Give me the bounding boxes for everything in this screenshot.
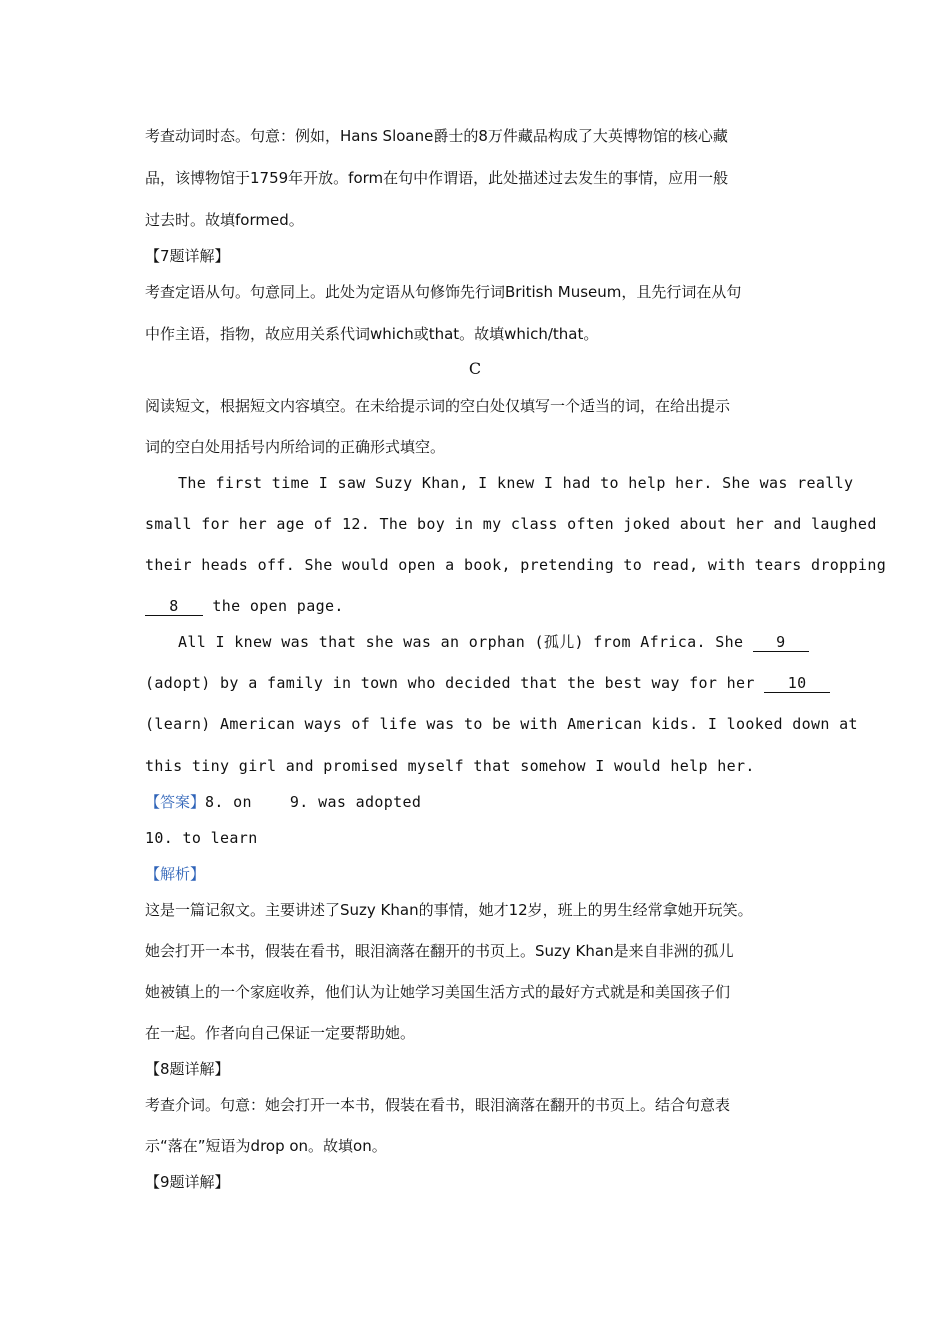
- answer-8: 8. on: [205, 793, 252, 811]
- analysis-line-1: 这是一篇记叙文。主要讲述了Suzy Khan的事情，她才12岁，班上的男生经常拿她开玩笑。: [145, 901, 753, 919]
- instruction-line-2: 词的空白处用括号内所给词的正确形式填空。: [145, 438, 446, 456]
- blank-9[interactable]: 9: [753, 634, 809, 652]
- question-7-line-2: 中作主语，指物，故应用关系代词which或that。故填which/that。: [145, 325, 599, 343]
- passage-line-1: The first time I saw Suzy Khan, I knew I had to help her. She was really: [178, 474, 854, 492]
- passage-line-5-text: All I knew was that she was an orphan (孤儿) from Africa. She: [178, 633, 753, 651]
- passage-line-2: small for her age of 12. The boy in my class often joked about her and laughed: [145, 515, 877, 533]
- question-9-heading: 【9题详解】: [145, 1173, 230, 1191]
- answer-line: [145, 792, 421, 812]
- question-7-line-1: 考查定语从句。句意同上。此处为定语从句修饰先行词British Museum，且先行词在从句: [145, 283, 742, 301]
- passage-line-6: [145, 673, 830, 693]
- passage-line-6-text: (adopt) by a family in town who decided that the best way for her: [145, 674, 765, 692]
- answer-9: 9. was adopted: [289, 793, 422, 811]
- answer-label: 【答案】: [145, 793, 206, 811]
- instruction-line-1: 阅读短文，根据短文内容填空。在未给提示词的空白处仅填写一个适当的词，在给出提示: [145, 397, 731, 415]
- passage-line-5: [178, 632, 809, 652]
- answer-10: 10. to learn: [145, 829, 258, 847]
- question-7-heading: 【7题详解】: [145, 247, 230, 265]
- explanation-line-1: 考查动词时态。句意：例如，Hans Sloane爵士的8万件藏品构成了大英博物馆的核心藏: [145, 127, 728, 145]
- section-title: C: [468, 359, 482, 378]
- question-8-line-2: 示“落在”短语为drop on。故填on。: [145, 1137, 387, 1155]
- blank-10[interactable]: 10: [764, 675, 830, 693]
- passage-line-7: (learn) American ways of life was to be with American kids. I looked down at: [145, 715, 858, 733]
- blank-8[interactable]: 8: [145, 598, 203, 616]
- analysis-line-4: 在一起。作者向自己保证一定要帮助她。: [145, 1024, 416, 1042]
- explanation-line-2: 品，该博物馆于1759年开放。form在句中作谓语，此处描述过去发生的事情，应用一般: [145, 169, 729, 187]
- passage-line-4: [145, 596, 344, 616]
- passage-line-8: this tiny girl and promised myself that somehow I would help her.: [145, 757, 755, 775]
- analysis-label: 【解析】: [145, 865, 206, 883]
- passage-line-3: their heads off. She would open a book, pretending to read, with tears dropping: [145, 556, 887, 574]
- question-8-heading: 【8题详解】: [145, 1060, 230, 1078]
- question-8-line-1: 考查介词。句意：她会打开一本书，假装在看书，眼泪滴落在翻开的书页上。结合句意表: [145, 1096, 731, 1114]
- analysis-line-3: 她被镇上的一个家庭收养，他们认为让她学习美国生活方式的最好方式就是和美国孩子们: [145, 983, 731, 1001]
- passage-line-4-text: the open page.: [203, 597, 344, 615]
- analysis-line-2: 她会打开一本书，假装在看书，眼泪滴落在翻开的书页上。Suzy Khan是来自非洲的孤儿: [145, 942, 734, 960]
- explanation-line-3: 过去时。故填formed。: [145, 211, 304, 229]
